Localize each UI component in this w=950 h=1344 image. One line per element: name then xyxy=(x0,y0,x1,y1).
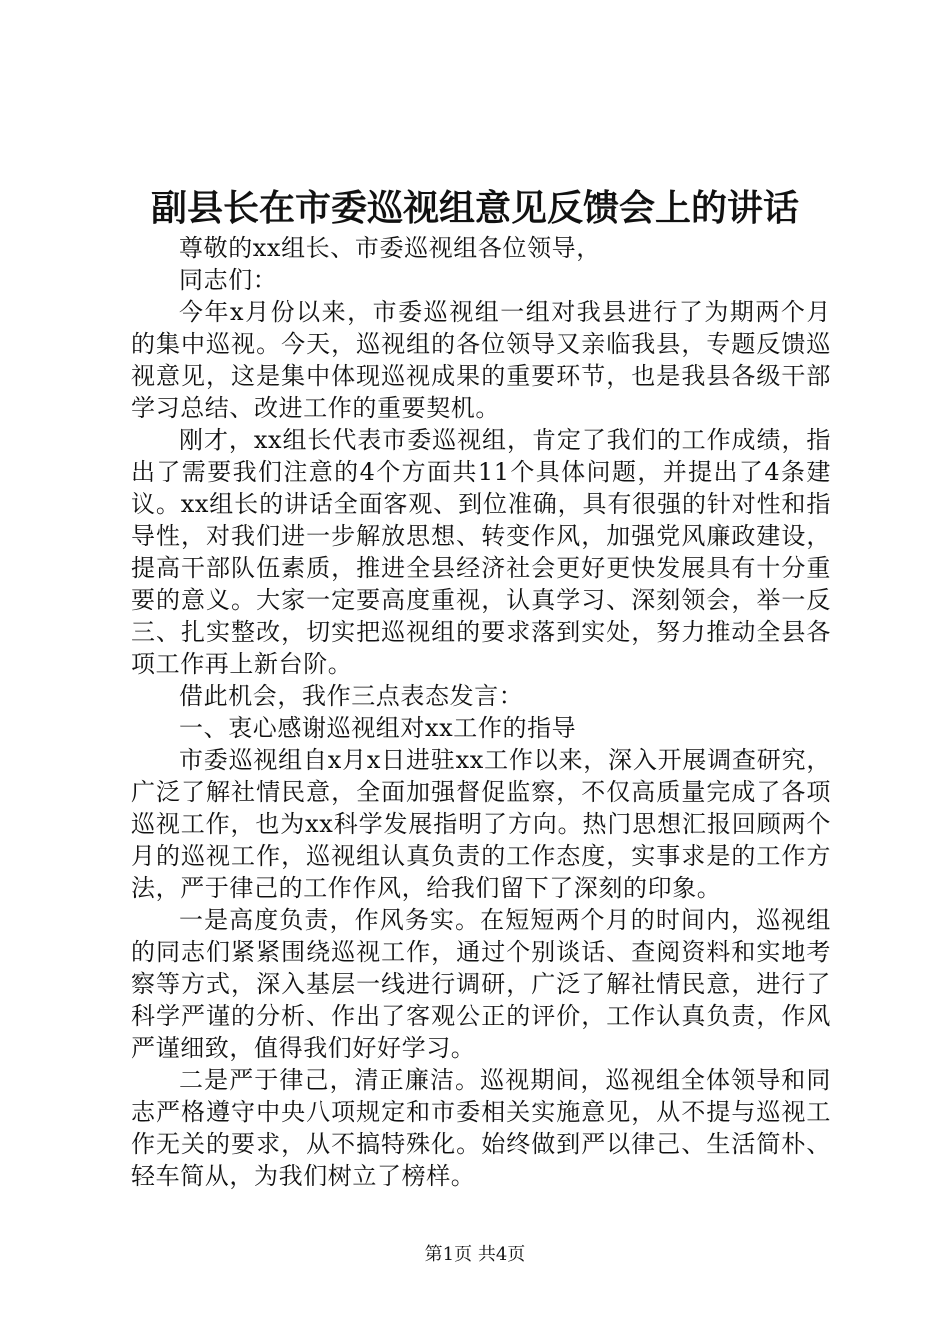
salutation-comrades: 同志们： xyxy=(179,266,278,294)
document-title: 副县长在市委巡视组意见反馈会上的讲话 xyxy=(150,187,799,229)
document-body xyxy=(131,232,831,1192)
paragraph-review: 市委巡视组自x月x日进驻xx工作以来，深入开展调查研究，广泛了解社情民意，全面加强督促监察，不仅高质量完成了各项巡视工作，也为xx科学发展指明了方向。热门思想汇报回顾两个月的巡视工作，巡视组认真负责的工作态度，实事求是的工作方法，严于律己的工作作风，给我们留下了深刻的印象。 xyxy=(131,746,831,902)
salutation-line: 尊敬的xx组长、市委巡视组各位领导， xyxy=(179,234,601,262)
paragraph-point-1: 一是高度负责，作风务实。在短短两个月的时间内，巡视组的同志们紧紧围绕巡视工作，通过个别谈话、查阅资料和实地考察等方式，深入基层一线进行调研，广泛了解社情民意，进行了科学严谨的分析、作出了客观公正的评价，工作认真负责，作风严谨细致，值得我们好好学习。 xyxy=(131,906,831,1062)
page-footer: 第1页 共4页 xyxy=(424,1244,526,1265)
paragraph-point-2: 二是严于律己，清正廉洁。巡视期间，巡视组全体领导和同志严格遵守中央八项规定和市委相关实施意见，从不提与巡视工作无关的要求，从不搞特殊化。始终做到严以律己、生活简朴、轻车简从，为我们树立了榜样。 xyxy=(131,1066,831,1190)
section-heading-1: 一、衷心感谢巡视组对xx工作的指导 xyxy=(179,714,577,742)
paragraph-intro: 今年x月份以来，市委巡视组一组对我县进行了为期两个月的集中巡视。今天，巡视组的各位领导又亲临我县，专题反馈巡视意见，这是集中体现巡视成果的重要环节，也是我县各级干部学习总结、改进工作的重要契机。 xyxy=(131,298,831,422)
paragraph-feedback: 刚才，xx组长代表市委巡视组，肯定了我们的工作成绩，指出了需要我们注意的4个方面共11个具体问题，并提出了4条建议。xx组长的讲话全面客观、到位准确，具有很强的针对性和指导性，对我们进一步解放思想、转变作风，加强党风廉政建设，提高干部队伍素质，推进全县经济社会更好更快发展具有十分重要的意义。大家一定要高度重视，认真学习、深刻领会，举一反三、扎实整改，切实把巡视组的要求落到实处，努力推动全县各项工作再上新台阶。 xyxy=(131,426,831,678)
paragraph-statement: 借此机会，我作三点表态发言： xyxy=(179,682,524,710)
